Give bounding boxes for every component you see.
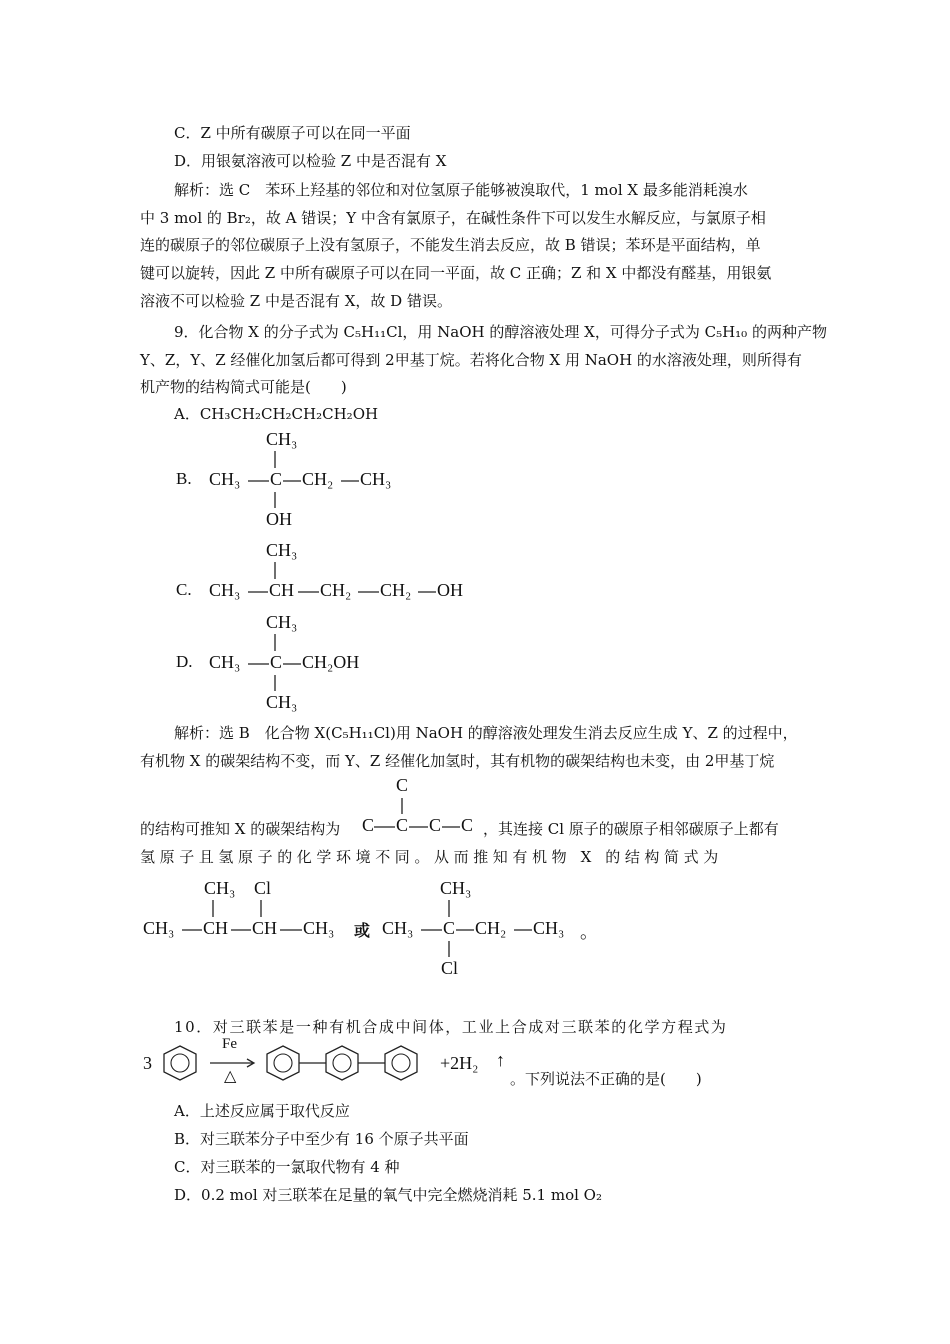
formula-group: OH (266, 509, 292, 529)
h2-product: +2H₂ (440, 1053, 479, 1073)
carbon-atom: C (396, 815, 409, 835)
formula-group: CH₃ (533, 918, 565, 938)
formula-group: CH₂ (320, 580, 352, 600)
formula-group: CH₂ (475, 918, 507, 938)
q8-analysis-line: 溶液不可以检验 Z 中是否混有 X，故 D 错误。 (140, 292, 452, 310)
formula-group: CH (203, 918, 229, 938)
formula-group: CH₃ (440, 878, 472, 898)
q9-analysis-line: 氢原子且氢原子的化学环境不同。从而推知有机物 X 的结构简式为 (140, 848, 723, 866)
carbon-atom: C (461, 815, 474, 835)
formula-group: C (443, 918, 456, 938)
formula-group: CH₃ (266, 612, 298, 632)
conjunction-text: 或 (354, 921, 371, 940)
formula-group: CH₂OH (302, 652, 360, 672)
end-mark: 。 (580, 922, 598, 942)
q9-stem-line: Y、Z，Y、Z 经催化加氢后都可得到 2甲基丁烷。若将化合物 X 用 NaOH 的水溶液处理，则所得有 (140, 351, 802, 369)
formula-group: CH₃ (143, 918, 175, 938)
equation-coefficient: 3 (143, 1053, 152, 1073)
q9-analysis-line: 解析：选 B 化合物 X(C₅H₁₁Cl)用 NaOH 的醇溶液处理发生消去反应生成 Y、Z 的过程中， (174, 724, 798, 742)
formula-group: CH₃ (266, 540, 298, 560)
formula-group: CH (269, 580, 295, 600)
formula-group: CH₃ (382, 918, 414, 938)
carbon-atom: C (429, 815, 442, 835)
q10-stem: 10．对三联苯是一种有机合成中间体，工业上合成对三联苯的化学方程式为 (174, 1018, 728, 1036)
formula-group: Cl (441, 958, 459, 978)
formula-group: CH₃ (209, 469, 241, 489)
formula-group: CH (252, 918, 278, 938)
formula-group: CH₃ (360, 469, 392, 489)
q9-stem-line: 机产物的结构简式可能是( ) (140, 378, 347, 396)
formula-group: Cl (254, 878, 272, 898)
formula-group: CH₃ (303, 918, 335, 938)
q8-analysis-line: 连的碳原子的邻位碳原子上没有氢原子，不能发生消去反应，故 B 错误；苯环是平面结构，单 (140, 236, 761, 254)
q10-option: A．上述反应属于取代反应 (174, 1102, 350, 1120)
gas-arrow: ↑ (496, 1050, 505, 1070)
q10-stem-tail: 。下列说法不正确的是( ) (510, 1070, 702, 1088)
q10-option: B．对三联苯分子中至少有 16 个原子共平面 (174, 1130, 469, 1148)
q10-option: C．对三联苯的一氯取代物有 4 种 (174, 1158, 400, 1176)
formula-group: CH₃ (209, 580, 241, 600)
option-label: C. (176, 580, 192, 599)
carbon-atom: C (396, 775, 409, 795)
formula-group: CH₃ (266, 429, 298, 449)
catalyst-label: Fe (222, 1036, 237, 1052)
formula-group: C (270, 469, 283, 489)
option-label: B. (176, 469, 192, 488)
formula-group: CH₂ (380, 580, 412, 600)
q8-option-d: D．用银氨溶液可以检验 Z 中是否混有 X (174, 152, 447, 170)
formula-group: OH (437, 580, 463, 600)
formula-group: CH₃ (204, 878, 236, 898)
carbon-atom: C (362, 815, 375, 835)
formula-group: CH₃ (266, 692, 298, 712)
q9-stem-line: 9．化合物 X 的分子式为 C₅H₁₁Cl，用 NaOH 的醇溶液处理 X，可得分子式为 C₅H₁₀ 的两种产物 (174, 323, 827, 341)
option-label: D. (176, 652, 193, 671)
q9-carbon-frame-prefix: 的结构可推知 X 的碳架结构为 (140, 820, 341, 838)
q8-analysis-line: 中 3 mol 的 Br₂，故 A 错误；Y 中含有氯原子，在碱性条件下可以发生水解反应，与氯原子相 (140, 209, 766, 227)
q8-option-c: C．Z 中所有碳原子可以在同一平面 (174, 124, 411, 142)
formula-group: CH₂ (302, 469, 334, 489)
q10-option: D．0.2 mol 对三联苯在足量的氧气中完全燃烧消耗 5.1 mol O₂ (174, 1186, 602, 1204)
formula-group: CH₃ (209, 652, 241, 672)
formula-group: C (270, 652, 283, 672)
q9-option-a: A．CH₃CH₂CH₂CH₂CH₂OH (174, 405, 379, 423)
q8-analysis-line: 键可以旋转，因此 Z 中所有碳原子可以在同一平面，故 C 正确；Z 和 X 中都没有醛基，用银氨 (140, 264, 772, 282)
q9-carbon-frame-suffix: ，其连接 Cl 原子的碳原子相邻碳原子上都有 (483, 820, 779, 838)
heat-symbol: △ (224, 1068, 237, 1085)
q9-analysis-line: 有机物 X 的碳架结构不变，而 Y、Z 经催化加氢时，其有机物的碳架结构也未变，由 2甲基丁烷 (140, 752, 775, 770)
q8-analysis-line: 解析：选 C 苯环上羟基的邻位和对位氢原子能够被溴取代，1 mol X 最多能消耗溴水 (174, 181, 748, 199)
